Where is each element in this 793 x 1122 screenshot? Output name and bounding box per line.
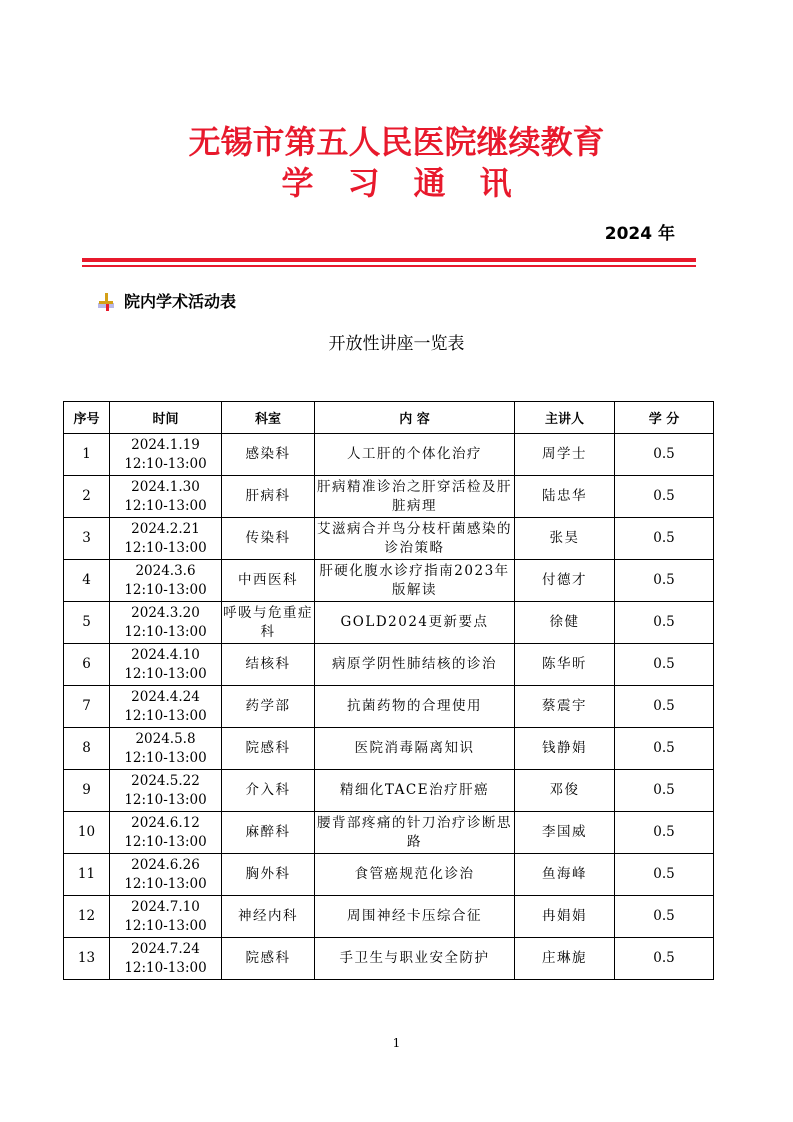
row-speaker: 陆忠华 xyxy=(515,476,615,518)
row-speaker: 陈华昕 xyxy=(515,644,615,686)
row-dept: 神经内科 xyxy=(222,896,315,938)
row-no: 3 xyxy=(64,518,110,560)
table-row xyxy=(64,854,714,896)
row-dept: 麻醉科 xyxy=(222,812,315,854)
table-row xyxy=(64,938,714,980)
header-no: 序号 xyxy=(64,402,110,434)
row-content: 精细化TACE治疗肝癌 xyxy=(315,770,515,812)
row-time: 2024.4.10 12:10-13:00 xyxy=(110,644,222,686)
row-time: 2024.1.19 12:10-13:00 xyxy=(110,434,222,476)
row-time: 2024.1.30 12:10-13:00 xyxy=(110,476,222,518)
row-time: 2024.4.24 12:10-13:00 xyxy=(110,686,222,728)
row-speaker: 徐健 xyxy=(515,602,615,644)
row-speaker: 邓俊 xyxy=(515,770,615,812)
section-heading xyxy=(96,291,236,313)
row-no: 5 xyxy=(64,602,110,644)
row-speaker: 付德才 xyxy=(515,560,615,602)
row-credit: 0.5 xyxy=(615,728,714,770)
header-speaker: 主讲人 xyxy=(515,402,615,434)
table-row xyxy=(64,560,714,602)
row-content: 周围神经卡压综合征 xyxy=(315,896,515,938)
table-row xyxy=(64,602,714,644)
row-content: 肝病精准诊治之肝穿活检及肝脏病理 xyxy=(315,476,515,518)
header-content: 内 容 xyxy=(315,402,515,434)
table-row xyxy=(64,896,714,938)
header-dept: 科室 xyxy=(222,402,315,434)
row-content: 肝硬化腹水诊疗指南2023年版解读 xyxy=(315,560,515,602)
row-speaker: 冉娟娟 xyxy=(515,896,615,938)
newsletter-title: 无锡市第五人民医院继续教育 xyxy=(188,123,605,161)
row-time: 2024.3.6 12:10-13:00 xyxy=(110,560,222,602)
row-content: 艾滋病合并鸟分枝杆菌感染的诊治策略 xyxy=(315,518,515,560)
row-content: 病原学阴性肺结核的诊治 xyxy=(315,644,515,686)
row-credit: 0.5 xyxy=(615,938,714,980)
row-dept: 胸外科 xyxy=(222,854,315,896)
row-credit: 0.5 xyxy=(615,602,714,644)
row-time: 2024.6.26 12:10-13:00 xyxy=(110,854,222,896)
row-dept: 呼吸与危重症科 xyxy=(222,602,315,644)
table-row xyxy=(64,728,714,770)
row-credit: 0.5 xyxy=(615,770,714,812)
row-dept: 药学部 xyxy=(222,686,315,728)
row-credit: 0.5 xyxy=(615,518,714,560)
row-no: 10 xyxy=(64,812,110,854)
row-content: 人工肝的个体化治疗 xyxy=(315,434,515,476)
row-credit: 0.5 xyxy=(615,644,714,686)
row-time: 2024.3.20 12:10-13:00 xyxy=(110,602,222,644)
row-dept: 介入科 xyxy=(222,770,315,812)
bullet-pin-icon xyxy=(96,292,118,312)
row-time: 2024.7.24 12:10-13:00 xyxy=(110,938,222,980)
row-dept: 中西医科 xyxy=(222,560,315,602)
table-row xyxy=(64,518,714,560)
row-speaker: 庄琳旎 xyxy=(515,938,615,980)
row-credit: 0.5 xyxy=(615,854,714,896)
row-time: 2024.2.21 12:10-13:00 xyxy=(110,518,222,560)
section-title: 院内学术活动表 xyxy=(124,292,237,311)
row-no: 13 xyxy=(64,938,110,980)
row-time: 2024.7.10 12:10-13:00 xyxy=(110,896,222,938)
page-number: 1 xyxy=(392,1036,401,1050)
issue-year: 2024 年 xyxy=(604,224,675,244)
row-dept: 院感科 xyxy=(222,728,315,770)
row-time: 2024.5.8 12:10-13:00 xyxy=(110,728,222,770)
row-credit: 0.5 xyxy=(615,812,714,854)
row-speaker: 蔡震宇 xyxy=(515,686,615,728)
row-time: 2024.5.22 12:10-13:00 xyxy=(110,770,222,812)
table-row xyxy=(64,476,714,518)
row-no: 9 xyxy=(64,770,110,812)
table-row xyxy=(64,812,714,854)
row-no: 12 xyxy=(64,896,110,938)
row-content: 食管癌规范化诊治 xyxy=(315,854,515,896)
row-no: 11 xyxy=(64,854,110,896)
table-row xyxy=(64,644,714,686)
row-credit: 0.5 xyxy=(615,560,714,602)
row-dept: 院感科 xyxy=(222,938,315,980)
table-row xyxy=(64,434,714,476)
row-no: 4 xyxy=(64,560,110,602)
table-row xyxy=(64,686,714,728)
header-rule-thick xyxy=(82,258,696,262)
table-caption: 开放性讲座一览表 xyxy=(328,334,465,354)
row-no: 2 xyxy=(64,476,110,518)
newsletter-subtitle: 学习通讯 xyxy=(281,164,546,202)
row-no: 7 xyxy=(64,686,110,728)
row-no: 8 xyxy=(64,728,110,770)
row-no: 6 xyxy=(64,644,110,686)
row-speaker: 周学士 xyxy=(515,434,615,476)
row-speaker: 鱼海峰 xyxy=(515,854,615,896)
row-content: 抗菌药物的合理使用 xyxy=(315,686,515,728)
row-content: 手卫生与职业安全防护 xyxy=(315,938,515,980)
row-content: 医院消毒隔离知识 xyxy=(315,728,515,770)
row-dept: 肝病科 xyxy=(222,476,315,518)
row-speaker: 李国威 xyxy=(515,812,615,854)
table-header-row xyxy=(64,402,714,434)
header-time: 时间 xyxy=(110,402,222,434)
row-credit: 0.5 xyxy=(615,896,714,938)
table-row xyxy=(64,770,714,812)
row-speaker: 张昊 xyxy=(515,518,615,560)
row-content: GOLD2024更新要点 xyxy=(315,602,515,644)
row-content: 腰背部疼痛的针刀治疗诊断思路 xyxy=(315,812,515,854)
row-no: 1 xyxy=(64,434,110,476)
row-credit: 0.5 xyxy=(615,476,714,518)
row-dept: 感染科 xyxy=(222,434,315,476)
row-credit: 0.5 xyxy=(615,434,714,476)
row-credit: 0.5 xyxy=(615,686,714,728)
header-credit: 学 分 xyxy=(615,402,714,434)
lecture-schedule-table xyxy=(63,401,714,980)
row-dept: 传染科 xyxy=(222,518,315,560)
row-speaker: 钱静娟 xyxy=(515,728,615,770)
row-dept: 结核科 xyxy=(222,644,315,686)
row-time: 2024.6.12 12:10-13:00 xyxy=(110,812,222,854)
header-rule-thin xyxy=(82,265,696,267)
